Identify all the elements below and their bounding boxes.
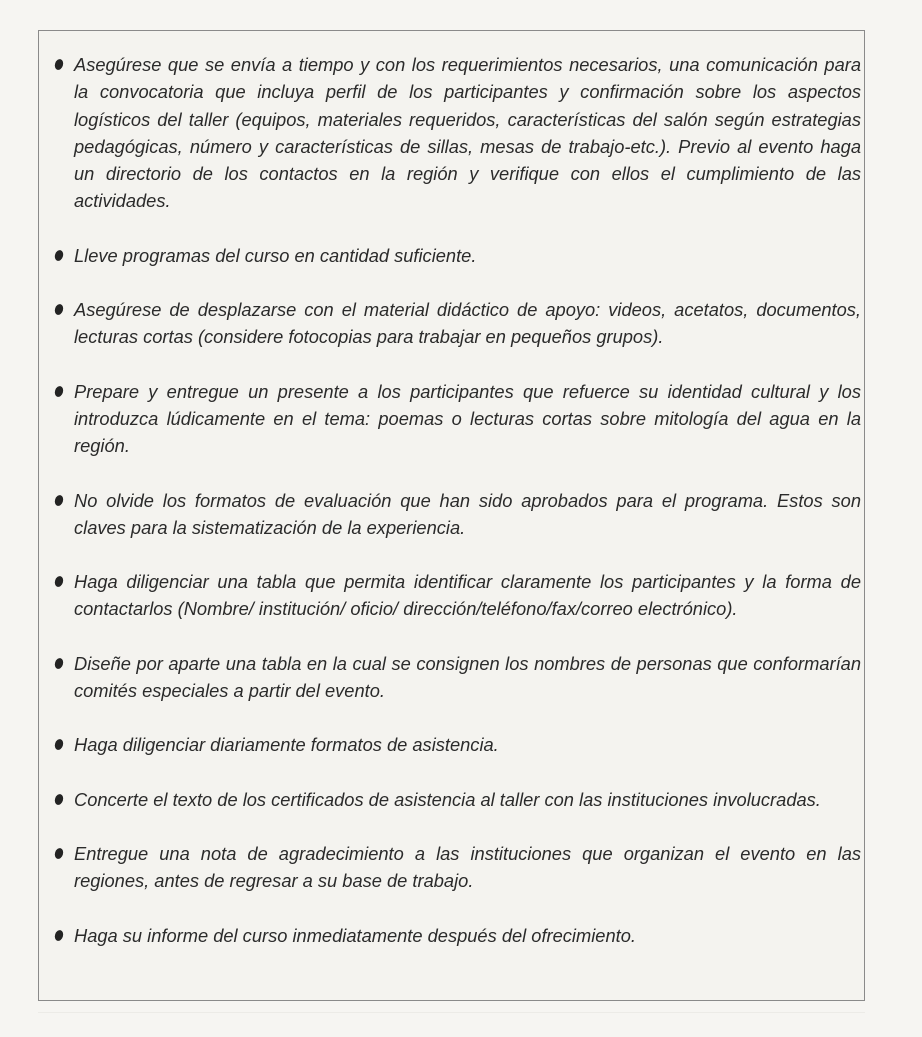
- list-item-text: Prepare y entregue un presente a los participantes que refuerce su identidad cultural y los introduzca lúdicamente en el tema: poemas o lecturas cortas sobre mitología del agua en la región.: [74, 380, 861, 457]
- bullet-icon: [53, 793, 64, 806]
- list-item: [55, 242, 861, 269]
- list-item: [55, 840, 861, 895]
- bullet-icon: [53, 929, 64, 942]
- list-item-text: Haga diligenciar una tabla que permita identificar claramente los participantes y la forma de contactarlos (Nombre/ institución/ oficio/ dirección/teléfono/fax/correo electrónico).: [74, 571, 861, 620]
- bullet-icon: [53, 58, 64, 71]
- list-item: [55, 922, 861, 949]
- list-item: [55, 731, 861, 758]
- list-item-text: Haga su informe del curso inmediatamente después del ofrecimiento.: [74, 924, 636, 946]
- list-item-text: Asegúrese que se envía a tiempo y con los requerimientos necesarios, una comunicación para la convocatoria que incluya perfil de los participantes y confirmación sobre los aspectos logísticos del taller (equipos, materiales requeridos, características del salón según estrategias pedagógicas, número y características de sillas, mesas de trabajo-etc.). Previo al evento haga un directorio de los contactos en la región y verifique con ellos el cumplimiento de las actividades.: [74, 54, 861, 212]
- bullet-icon: [53, 847, 64, 860]
- list-item: [55, 378, 861, 460]
- checklist-box: [38, 30, 865, 1001]
- bullet-icon: [53, 303, 64, 316]
- bullet-icon: [53, 657, 64, 670]
- bullet-icon: [53, 575, 64, 588]
- checklist: [55, 51, 861, 976]
- list-item-text: No olvide los formatos de evaluación que han sido aprobados para el programa. Estos son claves para la sistematización de la experiencia.: [74, 489, 861, 538]
- list-item: [55, 568, 861, 623]
- list-item-text: Entregue una nota de agradecimiento a las instituciones que organizan el evento en las regiones, antes de regresar a su base de trabajo.: [74, 842, 861, 892]
- bullet-icon: [53, 249, 64, 262]
- list-item-text: Diseñe por aparte una tabla en la cual se consignen los nombres de personas que conformarían comités especiales a partir del evento.: [74, 652, 861, 702]
- bullet-icon: [53, 385, 64, 398]
- list-item-text: Haga diligenciar diariamente formatos de asistencia.: [74, 734, 499, 756]
- list-item: [55, 296, 861, 351]
- list-item: [55, 786, 861, 813]
- list-item-text: Lleve programas del curso en cantidad suficiente.: [74, 244, 477, 266]
- list-item: [55, 650, 861, 705]
- bullet-icon: [53, 494, 64, 507]
- page-edge-line: [38, 1012, 865, 1013]
- list-item-text: Concerte el texto de los certificados de asistencia al taller con las instituciones involucradas.: [74, 788, 821, 810]
- list-item: [55, 487, 861, 542]
- list-item: [55, 51, 861, 215]
- bullet-icon: [53, 738, 64, 751]
- list-item-text: Asegúrese de desplazarse con el material didáctico de apoyo: videos, acetatos, documentos, lecturas cortas (considere fotocopias para trabajar en pequeños grupos).: [74, 299, 861, 348]
